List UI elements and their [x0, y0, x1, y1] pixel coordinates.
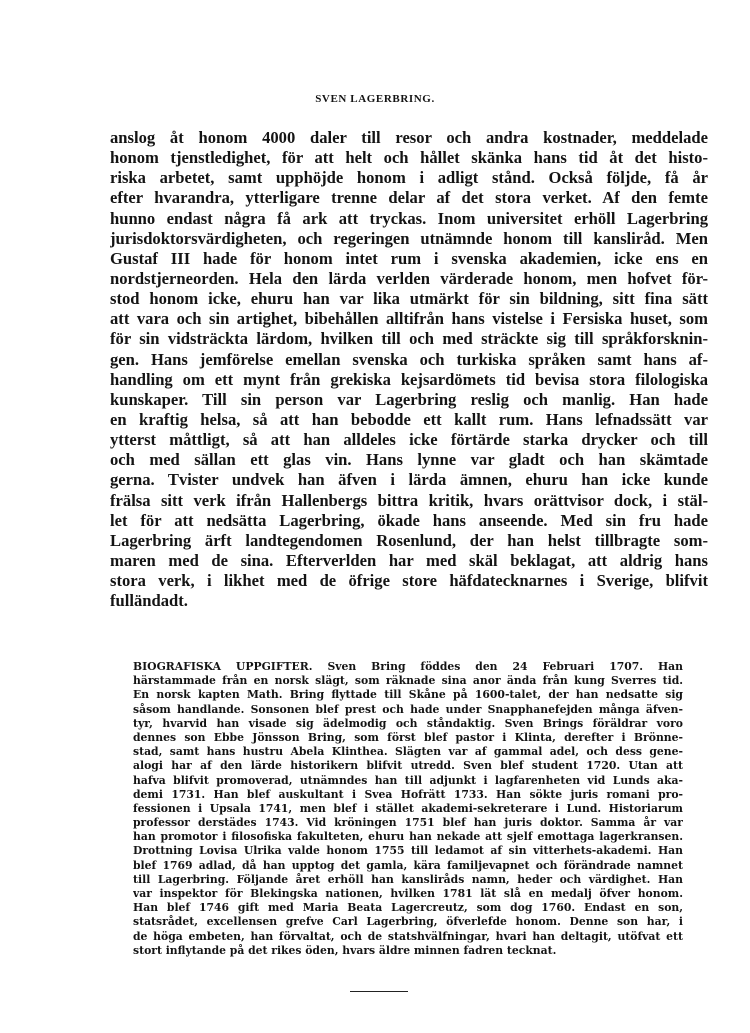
text-line: maren med de sina. Efterverlden har med skäl beklagat, att aldrig hans — [110, 550, 708, 570]
text-line: hunno endast några få ark att tryckas. Inom universitet erhöll Lagerbring — [110, 208, 708, 228]
text-line: efter hvarandra, ytterligare trenne delar af det stora verket. Af den femte — [110, 188, 708, 208]
note-line: stort inflytande på det rikes öden, hvars äldre minnen fadren tecknat. — [133, 943, 557, 957]
note-line: BIOGRAFISKA UPPGIFTER. Sven Bring föddes den 24 Februari 1707. Han — [133, 660, 683, 673]
text-line: gen. Hans jemförelse emellan svenska och turkiska språken samt hans af- — [110, 349, 708, 369]
biographical-notes — [133, 660, 683, 958]
note-line: Han blef 1746 gift med Maria Beata Lagercreutz, som dog 1760. Endast en son, — [133, 901, 683, 915]
note-line: demi 1731. Han blef auskultant i Svea Hofrätt 1733. Han sökte juris romani pro- — [133, 787, 683, 801]
text-line: och med sällan ett glas vin. Hans lynne var gladt och han skämtade — [110, 450, 708, 470]
text-line: Lagerbring ärft landtegendomen Rosenlund, der han helst tillbragte som- — [110, 530, 708, 550]
text-line: stod honom icke, ehuru han var lika utmärkt för sin bildning, sitt fina sätt — [110, 289, 708, 309]
text-line: stora verk, i likhet med de öfrige store häfdatecknarnes i Sverige, blifvit — [110, 571, 708, 591]
note-line: de höga embeten, han förvaltat, och de statshvälfningar, hvari han deltagit, utöfvat ett — [133, 929, 683, 943]
note-line: statsrådet, excellensen grefve Carl Lagerbring, öfverlefde honom. Denne son har, i — [133, 915, 683, 929]
note-line: härstammade från en norsk slägt, som räknade sina anor ända från kung Sverres tid. — [133, 674, 683, 688]
text-line: jurisdoktorsvärdigheten, och regeringen utnämnde honom till kansliråd. Men — [110, 228, 708, 248]
running-head: SVEN LAGERBRING. — [315, 93, 435, 105]
note-line: han promotor i filosofiska fakulteten, ehuru han nekade att sjelf emottaga lagerkransen. — [133, 830, 683, 844]
note-line: tyr, hvarvid han visade sig ädelmodig och ståndaktig. Sven Brings föräldrar voro — [133, 716, 683, 730]
text-line: ytterst måttligt, så att han alldeles icke förtärde starka drycker och till — [110, 430, 708, 450]
note-line: hafva blifvit promoverad, utnämndes han till adjunkt i lagfarenheten vid Lunds aka- — [133, 773, 683, 787]
text-line: kunskaper. Till sin person var Lagerbring reslig och manlig. Han hade — [110, 389, 708, 409]
text-line: fulländadt. — [110, 591, 188, 611]
text-line: nordstjerneorden. Hela den lärda verlden värderade honom, men hofvet för- — [110, 268, 708, 288]
note-line: En norsk kapten Math. Bring flyttade till Skåne på 1600-talet, der han nedsatte sig — [133, 688, 683, 702]
note-line: stad, samt hans hustru Abela Klinthea. Slägten var af gammal adel, och dess gene- — [133, 745, 683, 759]
main-text — [110, 128, 708, 611]
text-line: frälsa sitt verk ifrån Hallenbergs bittra kritik, hvars orättvisor dock, i stäl- — [110, 490, 708, 510]
note-line: alogi har af den lärde historikern blifvit utredd. Sven blef student 1720. Utan att — [133, 759, 683, 773]
text-line: för sin vidsträckta lärdom, hvilken till och med sträckte sig till språkforsknin- — [110, 329, 708, 349]
text-line: handling om ett mynt från grekiska kejsardömets tid bevisa stora filologiska — [110, 369, 708, 389]
text-line: riska arbetet, samt upphöjde honom i adligt stånd. Också följde, få år — [110, 168, 708, 188]
text-line: let för att nedsätta Lagerbring, ökade hans anseende. Med sin fru hade — [110, 510, 708, 530]
note-line: såsom handlande. Sonsonen blef prest och hade under Snapphanefejden många äfven- — [133, 702, 683, 716]
text-line: en kraftig helsa, så att han bebodde ett kallt rum. Hans lefnadssätt var — [110, 409, 708, 429]
note-line: blef 1769 adlad, då han upptog det gamla, kära familjevapnet och förändrade namnet — [133, 858, 683, 872]
text-line: gerna. Tvister undvek han äfven i lärda ämnen, ehuru han icke kunde — [110, 470, 708, 490]
text-line: Gustaf III hade för honom intet rum i svenska akademien, icke ens en — [110, 248, 708, 268]
note-line: var inspektor för Blekingska nationen, hvilken 1781 lät slå en medalj öfver honom. — [133, 887, 683, 900]
end-rule — [350, 991, 408, 992]
note-line: dennes son Ebbe Jönsson Bring, som först blef pastor i Klinta, derefter i Brönne- — [133, 730, 683, 744]
text-line: honom tjenstledighet, för att helt och hållet skänka hans tid åt det histo- — [110, 148, 708, 168]
note-line: Drottning Lovisa Ulrika valde honom 1755 till ledamot af sin vitterhets-akademi. Han — [133, 844, 683, 858]
note-line: professor derstädes 1743. Vid kröningen 1751 blef han juris doktor. Samma år var — [133, 816, 683, 830]
note-line: fessionen i Upsala 1741, men blef i stället akademi-sekreterare i Lund. Historiarum — [133, 801, 683, 815]
note-line: till Lagerbring. Följande året erhöll han kansliråds namn, heder och värdighet. Han — [133, 872, 683, 886]
text-line: att vara och sin artighet, bibehållen alltifrån hans vistelse i Fersiska huset, som — [110, 309, 708, 329]
text-line: anslog åt honom 4000 daler till resor och andra kostnader, meddelade — [110, 128, 708, 147]
